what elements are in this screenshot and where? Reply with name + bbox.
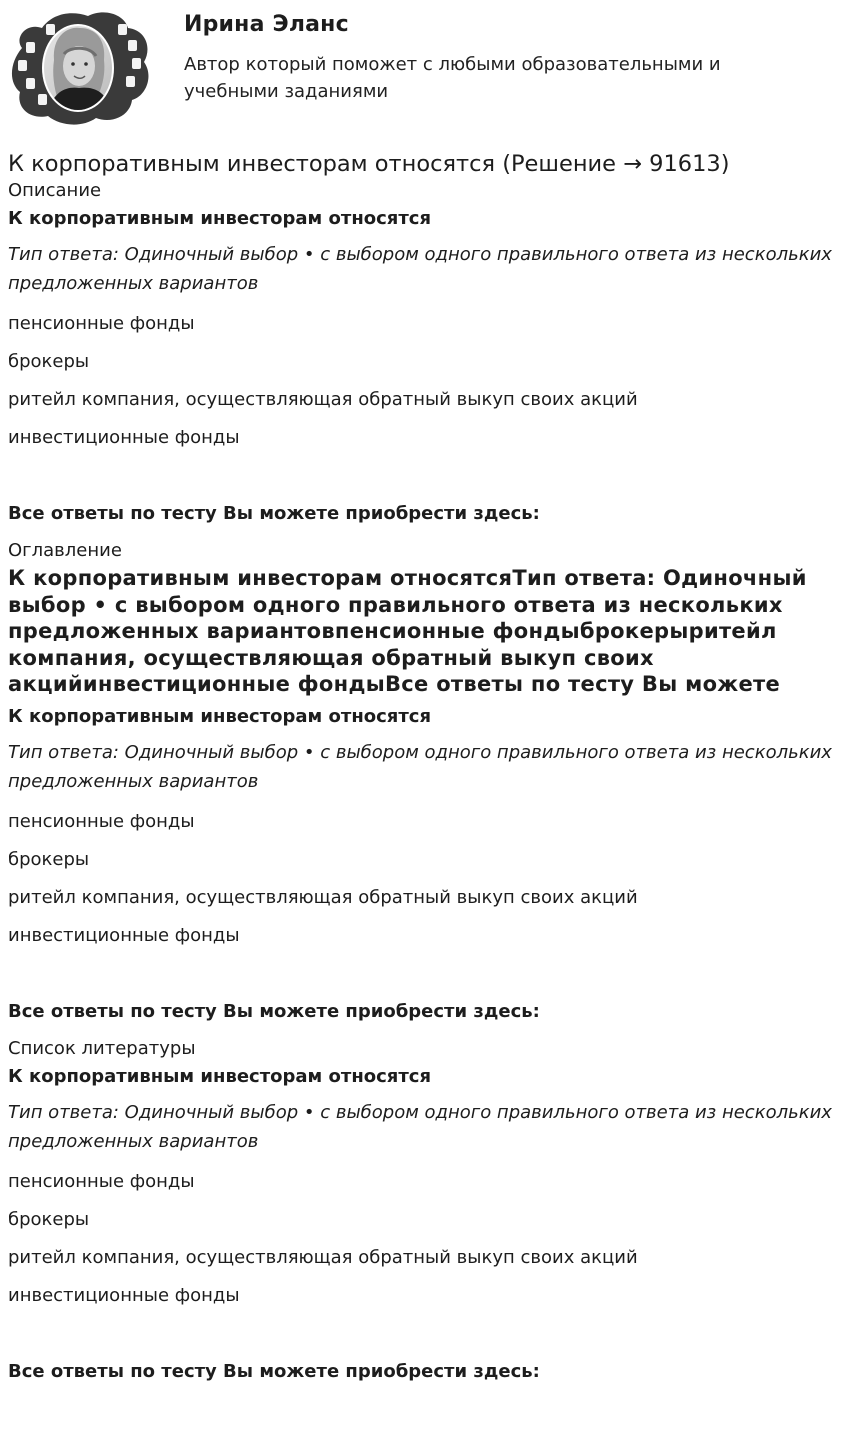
toc-text: К корпоративным инвесторам относятсяТип ответа: Одиночный выбор • с выбором одного правильного ответа из нескольких предложенных вариантовпенсионные фондыброкерыритейл компания, осуществляющая обратный выкуп своих акцийинвестиционные фондыВсе ответы по тесту Вы можете bbox=[8, 566, 807, 696]
answer-option: пенсионные фонды bbox=[8, 1171, 195, 1192]
description-label: Описание bbox=[8, 180, 102, 201]
description-block bbox=[8, 207, 839, 526]
answer-option: пенсионные фонды bbox=[8, 811, 195, 832]
answer-option: брокеры bbox=[8, 1209, 90, 1230]
answer-option: ритейл компания, осуществляющая обратный выкуп своих акций bbox=[8, 1247, 638, 1268]
answer-option: инвестиционные фонды bbox=[8, 925, 240, 946]
purchase-note: Все ответы по тесту Вы можете приобрести здесь: bbox=[8, 1001, 540, 1022]
question-type: Тип ответа: Одиночный выбор • с выбором одного правильного ответа из нескольких предложенных вариантов bbox=[8, 1102, 832, 1152]
question-type: Тип ответа: Одиночный выбор • с выбором одного правильного ответа из нескольких предложенных вариантов bbox=[8, 742, 832, 792]
author-name: Ирина Эланс bbox=[184, 12, 349, 37]
question-title: К корпоративным инвесторам относятся bbox=[8, 208, 432, 229]
purchase-note: Все ответы по тесту Вы можете приобрести здесь: bbox=[8, 503, 540, 524]
answer-option: брокеры bbox=[8, 351, 90, 372]
question-type: Тип ответа: Одиночный выбор • с выбором одного правильного ответа из нескольких предложенных вариантов bbox=[8, 244, 832, 294]
document-title: К корпоративным инвесторам относятся (Решение → 91613) bbox=[8, 151, 730, 177]
literature-block bbox=[8, 1065, 839, 1384]
answer-option: брокеры bbox=[8, 849, 90, 870]
literature-label: Список литературы bbox=[8, 1038, 196, 1059]
answer-option: пенсионные фонды bbox=[8, 313, 195, 334]
answer-option: ритейл компания, осуществляющая обратный выкуп своих акций bbox=[8, 389, 638, 410]
answer-option: инвестиционные фонды bbox=[8, 1285, 240, 1306]
answer-option: ритейл компания, осуществляющая обратный выкуп своих акций bbox=[8, 887, 638, 908]
answer-option: инвестиционные фонды bbox=[8, 427, 240, 448]
toc-label: Оглавление bbox=[8, 540, 122, 561]
toc-block bbox=[8, 705, 839, 1024]
question-title: К корпоративным инвесторам относятся bbox=[8, 1066, 432, 1087]
author-avatar bbox=[8, 8, 150, 126]
author-header bbox=[0, 0, 847, 132]
question-title: К корпоративным инвесторам относятся bbox=[8, 706, 432, 727]
author-description: Автор который поможет с любыми образовательными и учебными заданиями bbox=[184, 54, 721, 102]
main-content bbox=[0, 149, 847, 1384]
purchase-note: Все ответы по тесту Вы можете приобрести здесь: bbox=[8, 1361, 540, 1382]
